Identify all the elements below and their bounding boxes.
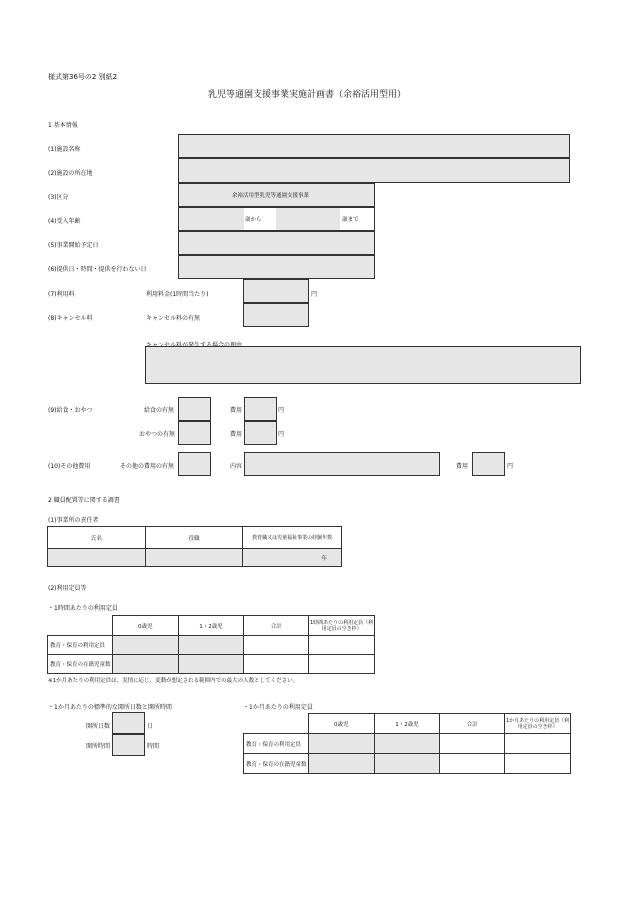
snack-yen: 円 [278,431,285,438]
col-age12: 1・2歳児 [374,714,440,734]
year-unit: 年 [321,555,327,562]
col-age0: 0歳児 [112,616,178,636]
age-from-text: 歳から [245,217,262,223]
m-capacity-monthly-cell [505,734,571,754]
row-capacity-label: 教育・保育の利用定員 [244,734,309,754]
enrolled-age12-cell[interactable] [178,655,244,674]
label-meal-has: 給食の有無 [144,407,175,414]
row-capacity-label: 教育・保育の利用定員 [48,636,113,655]
col-total: 合計 [244,616,309,636]
corner-cell [48,616,113,636]
label-hourly-capacity: ・1時間あたりの利用定員 [48,605,118,612]
col-age12: 1・2歳児 [178,616,244,636]
manager-position-cell[interactable] [145,549,243,567]
label-cancel-has: キャンセル料の有無 [146,315,201,322]
manager-name-cell[interactable] [48,549,146,567]
age-to-text: 歳まで [342,217,359,223]
m-capacity-age0-cell[interactable] [308,734,374,754]
meal-cost-field[interactable] [244,397,277,421]
label-content: 内容 [230,463,243,470]
cancel-has-field[interactable] [243,303,309,327]
other-content-field[interactable] [244,452,440,476]
section-heading-staff: 2 職員配置等に関する調書 [48,497,120,504]
start-date-field[interactable] [178,231,375,255]
m-capacity-total-cell [440,734,505,754]
section-heading-basic: 1 基本情報 [48,122,78,129]
page-title: 乳児等通園支援事業実施計画書（余裕活用型用） [208,90,407,100]
label-fee: (7)利用料 [48,291,75,298]
col-monthly: 1か月あたりの利用定員（利用定員の空き枠） [505,714,571,734]
label-facility-name: (1)施設名称 [48,146,81,153]
label-open-days: 開所日数 [86,723,111,730]
monthly-capacity-table [243,713,571,774]
label-fee-hour: 利用料金(1時間当たり) [146,291,209,298]
col-position: 役職 [145,527,243,549]
col-hourly: 1時間あたりの利用定員（利用定員の空き枠） [309,616,375,636]
col-name: 氏名 [48,527,146,549]
label-days-off: (6)提供日・時間・提供を行わない日 [48,266,147,273]
enrolled-total-cell [244,655,309,674]
label-snack-has: おやつの有無 [139,431,176,438]
other-yen: 円 [507,463,514,470]
label-capacity: (2)利用定員等 [48,585,87,592]
label-meal-cost: 費用 [230,407,243,414]
facility-address-field[interactable] [178,158,570,183]
label-other-cost: 費用 [456,463,469,470]
days-off-field[interactable] [178,255,375,279]
form-number: 様式第36号の2 別紙2 [48,73,118,81]
m-capacity-age12-cell[interactable] [374,734,440,754]
row-enrolled-label: 教育・保育の在籍児童数 [48,655,113,674]
snack-cost-field[interactable] [244,421,277,445]
label-snack-cost: 費用 [230,431,243,438]
other-cost-field[interactable] [472,452,505,476]
col-experience: 教育職又は児童福祉事業の経験年数 [243,527,342,549]
label-monthly-standard: ・1か月あたりの標準的な開所日数と開所時間 [48,704,172,711]
open-days-field[interactable] [112,712,145,734]
label-open-hours: 開所時間 [86,743,111,750]
label-other: (10)その他費用 [48,463,91,470]
enrolled-hourly-diagonal-cell [309,655,375,674]
meal-yen: 円 [278,407,285,414]
facility-name-field[interactable] [178,134,570,158]
capacity-total-cell [244,636,309,655]
label-monthly-capacity: ・1か月あたりの利用定員 [243,704,313,711]
col-age0: 0歳児 [308,714,374,734]
capacity-age12-cell[interactable] [178,636,244,655]
fee-yen: 円 [311,291,318,298]
hourly-capacity-table [47,615,375,674]
row-enrolled-label: 教育・保育の在籍児童数 [244,754,309,774]
capacity-note: ※1か月あたりの利用定員は、実情に応じ、変動が想定される範囲内での最大の人数としてください。 [48,678,299,684]
hours-unit: 時間 [147,743,160,750]
label-cancel: (8)キャンセル料 [48,315,93,322]
enrolled-age0-cell[interactable] [112,655,178,674]
open-hours-field[interactable] [112,734,145,756]
label-facility-address: (2)施設の所在地 [48,170,93,177]
label-category: (3)区分 [48,194,69,201]
snack-has-field[interactable] [178,421,211,445]
m-enrolled-total-cell [440,754,505,774]
day-unit: 日 [147,723,154,730]
cancel-reason-field[interactable] [145,346,581,384]
col-total: 合計 [440,714,505,734]
m-enrolled-age12-cell[interactable] [374,754,440,774]
manager-table [47,526,342,567]
other-has-field[interactable] [178,452,211,476]
manager-experience-cell[interactable] [243,549,342,567]
label-age: (4)受入年齢 [48,218,81,225]
capacity-age0-cell[interactable] [112,636,178,655]
m-enrolled-age0-cell[interactable] [308,754,374,774]
label-start-date: (5)事業開始予定日 [48,242,99,249]
m-enrolled-monthly-diagonal-cell [505,754,571,774]
meal-has-field[interactable] [178,397,211,421]
label-other-has: その他の費用の有無 [120,463,175,470]
category-value: 余裕活用型乳児等通園支援事業 [232,193,310,199]
label-meal: (9)給食・おやつ [48,407,93,414]
capacity-hourly-cell [309,636,375,655]
label-manager: (1)事業所の責任者 [48,517,99,524]
fee-hour-field[interactable] [243,279,309,303]
corner-cell [244,714,309,734]
